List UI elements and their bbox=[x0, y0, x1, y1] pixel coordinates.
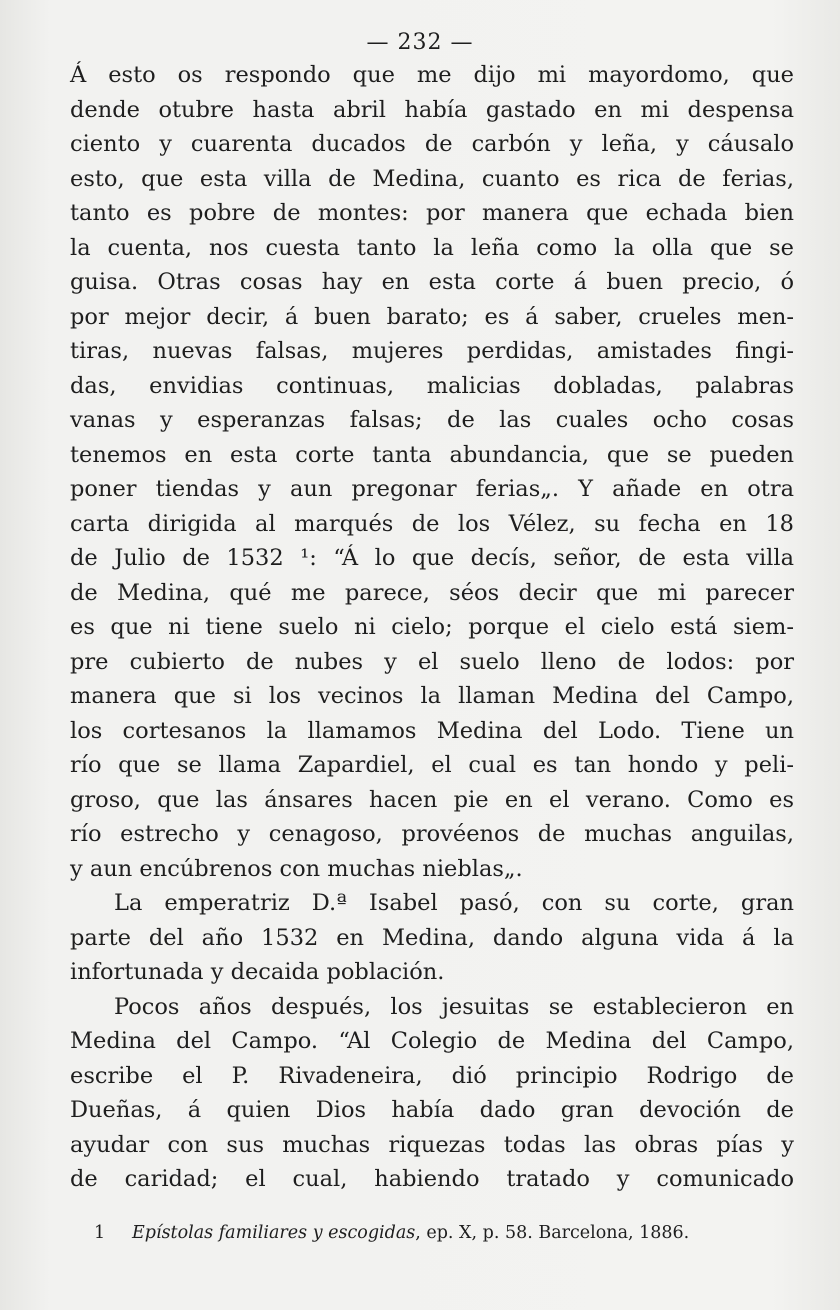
text-line: vanas y esperanzas falsas; de las cuales ocho cosas bbox=[70, 407, 794, 433]
text-line: carta dirigida al marqués de los Vélez, su fecha en 18 bbox=[70, 510, 794, 537]
text-line: y aun encúbrenos con muchas nieblas„. bbox=[70, 855, 523, 882]
footnote-citation: , ep. X, p. 58. Barcelona, 1886. bbox=[415, 1223, 690, 1243]
text-line: Pocos años después, los jesuitas se establecieron en bbox=[114, 993, 794, 1020]
text-line: ayudar con sus muchas riquezas todas las obras pías y bbox=[70, 1131, 794, 1158]
text-line: Medina del Campo. “Al Colegio de Medina del Campo, bbox=[70, 1028, 794, 1054]
footnote-number: 1 bbox=[94, 1223, 106, 1243]
text-line: es que ni tiene suelo ni cielo; porque el cielo está siem- bbox=[70, 614, 794, 640]
text-line: de Medina, qué me parece, séos decir que mi parecer bbox=[70, 579, 794, 606]
text-line: tiras, nuevas falsas, mujeres perdidas, amistades fingi- bbox=[70, 338, 794, 364]
text-line: escribe el P. Rivadeneira, dió principio Rodrigo de bbox=[70, 1062, 794, 1089]
text-line: das, envidias continuas, malicias dobladas, palabras bbox=[70, 372, 794, 399]
text-line: dende otubre hasta abril había gastado en mi despensa bbox=[70, 96, 794, 123]
text-line: parte del año 1532 en Medina, dando alguna vida á la bbox=[70, 924, 794, 951]
text-line: guisa. Otras cosas hay en esta corte á buen precio, ó bbox=[70, 269, 794, 295]
text-line: tanto es pobre de montes: por manera que echada bien bbox=[70, 200, 794, 226]
text-line: Dueñas, á quien Dios había dado gran devoción de bbox=[70, 1097, 794, 1123]
footnote bbox=[94, 1223, 794, 1243]
text-line: ciento y cuarenta ducados de carbón y leña, y cáusalo bbox=[70, 131, 794, 157]
text-line: pre cubierto de nubes y el suelo lleno de lodos: por bbox=[70, 648, 794, 675]
text-line: de Julio de 1532 ¹: “Á lo que decís, señor, de esta villa bbox=[70, 545, 794, 571]
text-line: de caridad; el cual, habiendo tratado y comunicado bbox=[70, 1166, 794, 1192]
text-line: Á esto os respondo que me dijo mi mayordomo, que bbox=[70, 62, 794, 88]
body-text bbox=[70, 58, 794, 1197]
page-number: — 232 — bbox=[366, 30, 474, 55]
text-line: manera que si los vecinos la llaman Medina del Campo, bbox=[70, 683, 794, 709]
text-line: río estrecho y cenagoso, provéenos de muchas anguilas, bbox=[70, 821, 794, 847]
text-line: la cuenta, nos cuesta tanto la leña como la olla que se bbox=[70, 234, 794, 261]
text-line: La emperatriz D.ª Isabel pasó, con su corte, gran bbox=[114, 890, 794, 916]
text-line: poner tiendas y aun pregonar ferias„. Y añade en otra bbox=[70, 476, 794, 502]
text-line: infortunada y decaida población. bbox=[70, 959, 445, 985]
text-line: esto, que esta villa de Medina, cuanto es rica de ferias, bbox=[70, 165, 794, 192]
text-line: río que se llama Zapardiel, el cual es tan hondo y peli- bbox=[70, 752, 794, 778]
text-line: tenemos en esta corte tanta abundancia, que se pueden bbox=[70, 441, 794, 468]
text-line: los cortesanos la llamamos Medina del Lodo. Tiene un bbox=[70, 717, 794, 744]
footnote-title: Epístolas familiares y escogidas bbox=[132, 1223, 416, 1243]
text-line: groso, que las ánsares hacen pie en el verano. Como es bbox=[70, 786, 794, 813]
text-line: por mejor decir, á buen barato; es á saber, crueles men- bbox=[70, 303, 794, 330]
